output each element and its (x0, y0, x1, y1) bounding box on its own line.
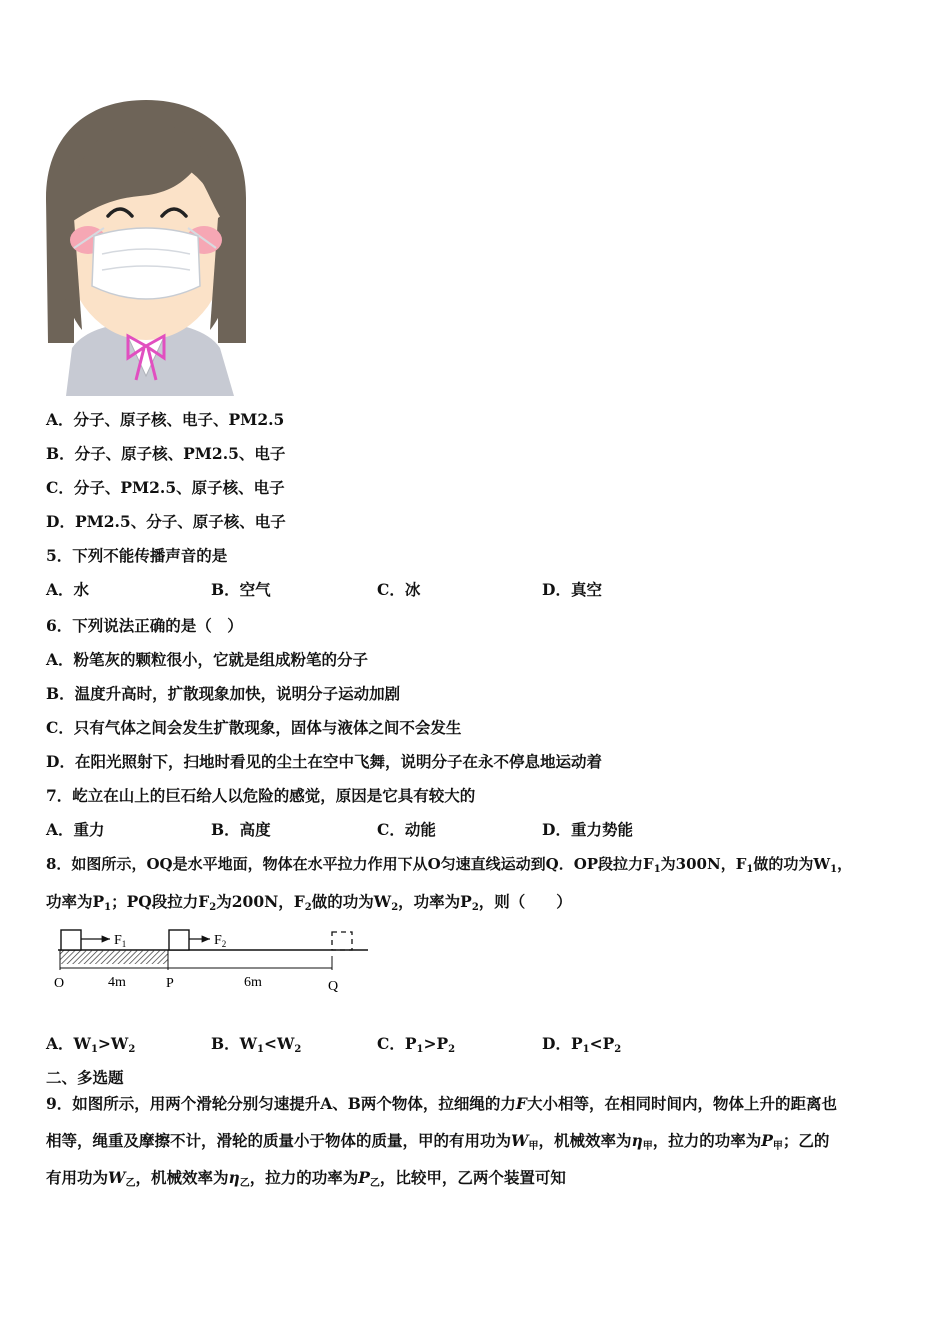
force-label-f1: $F_1$ (114, 933, 127, 949)
q9-stem-line1: 9．如图所示，用两个滑轮分别匀速提升A、B两个物体，拉细绳的力F大小相等，在相同时间内，物体上升的距离也 (46, 1094, 837, 1113)
q6-option-a: A．粉笔灰的颗粒很小，它就是组成粉笔的分子 (46, 650, 369, 669)
block-at-q (332, 932, 352, 950)
block-at-p (169, 930, 189, 950)
force-label-f2: $F_2$ (214, 933, 227, 949)
q9-stem-line3: 有用功为$W_乙$，机械效率为$\eta_乙$，拉力的功率为$P_乙$，比较甲，乙两个装置可知 (46, 1168, 566, 1189)
rough-surface-op (60, 950, 168, 964)
point-label-o: O (54, 976, 65, 991)
q4-option-c: C．分子、PM2.5、原子核、电子 (46, 478, 285, 497)
point-label-q: Q (328, 979, 339, 994)
girl-wearing-mask-icon (44, 98, 248, 396)
q9-stem-line2: 相等，绳重及摩擦不计，滑轮的质量小于物体的质量，甲的有用功为$W_甲$，机械效率为$\eta_甲$，拉力的功率为$P_甲$；乙的 (46, 1131, 830, 1152)
q6-option-d: D．在阳光照射下，扫地时看见的尘土在空中飞舞，说明分子在永不停息地运动着 (46, 752, 602, 771)
block-at-o (61, 930, 81, 950)
distance-label-pq: 6m (244, 975, 262, 990)
distance-label-op: 4m (108, 975, 126, 990)
q5-stem: 5．下列不能传播声音的是 (46, 546, 228, 565)
q7-option-b: B．高度 (211, 820, 271, 839)
q6-option-b: B．温度升高时，扩散现象加快，说明分子运动加剧 (46, 684, 401, 703)
q5-option-c: C．冰 (377, 580, 421, 599)
q8-option-a: A．$W_1>W_2$ (46, 1034, 136, 1055)
q7-stem: 7．屹立在山上的巨石给人以危险的感觉，原因是它具有较大的 (46, 786, 476, 805)
q8-force-diagram (48, 926, 378, 998)
point-label-p: P (166, 976, 174, 991)
q5-option-a: A．水 (46, 580, 90, 599)
q5-option-d: D．真空 (542, 580, 602, 599)
q8-option-d: D．$P_1<P_2$ (542, 1034, 622, 1055)
q6-option-c: C．只有气体之间会发生扩散现象，固体与液体之间不会发生 (46, 718, 462, 737)
q5-option-b: B．空气 (211, 580, 271, 599)
q7-option-a: A．重力 (46, 820, 105, 839)
q4-option-a: A．分子、原子核、电子、PM2.5 (46, 410, 285, 429)
q8-stem-line2: 功率为$P_1$；PQ段拉力$F_2$为200N，$F_2$做的功为$W_2$，功率为$P_2$，则（ ） (46, 892, 572, 913)
section-title-multiple-choice: 二、多选题 (46, 1068, 124, 1087)
q7-option-d: D．重力势能 (542, 820, 633, 839)
q4-option-b: B．分子、原子核、PM2.5、电子 (46, 444, 286, 463)
q8-option-b: B．$W_1<W_2$ (211, 1034, 302, 1055)
q6-stem: 6．下列说法正确的是（ ） (46, 616, 243, 635)
q4-option-d: D．PM2.5、分子、原子核、电子 (46, 512, 286, 531)
q8-option-c: C．$P_1>P_2$ (377, 1034, 456, 1055)
q7-option-c: C．动能 (377, 820, 436, 839)
q8-stem-line1: 8．如图所示，OQ是水平地面，物体在水平拉力作用下从O匀速直线运动到Q．OP段拉力$F_1$为300N，$F_1$做的功为$W_1$， (46, 855, 853, 875)
